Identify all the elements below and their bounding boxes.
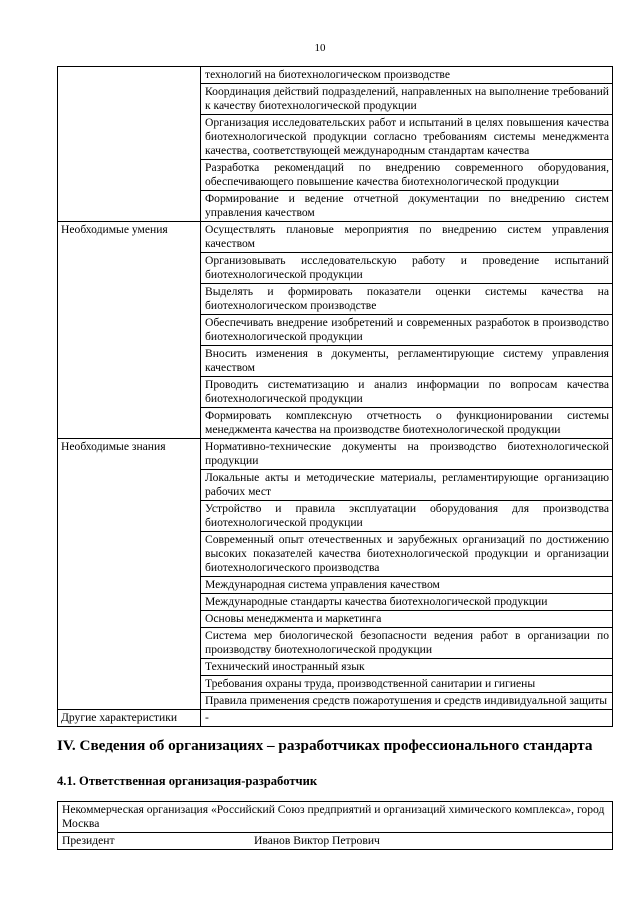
- requirement-item: Нормативно-технические документы на производство биотехнологической продукции: [201, 439, 613, 470]
- requirement-item: Выделять и формировать показатели оценки системы качества на биотехнологическом производстве: [201, 284, 613, 315]
- head-name: Иванов Виктор Петрович: [254, 834, 380, 847]
- requirement-item: Технический иностранный язык: [201, 659, 613, 676]
- requirement-item: Международные стандарты качества биотехнологической продукции: [201, 594, 613, 611]
- requirements-table: [57, 66, 613, 727]
- requirement-item: Требования охраны труда, производственной санитарии и гигиены: [201, 676, 613, 693]
- requirement-item: Современный опыт отечественных и зарубежных организаций по достижению высоких показателей качества биотехнологической продукции и организации биотехнологического производства: [201, 532, 613, 577]
- organization-table: [57, 801, 613, 850]
- head-position: Президент: [62, 834, 115, 847]
- requirement-item: Правила применения средств пожаротушения и средств индивидуальной защиты: [201, 693, 613, 710]
- requirement-item: Осуществлять плановые мероприятия по внедрению систем управления качеством: [201, 222, 613, 253]
- requirement-item: Организация исследовательских работ и испытаний в целях повышения качества биотехнологической продукции согласно требованиям системы менеджмента качества, соответствующей международным стандартам качества: [201, 115, 613, 160]
- requirements-table-body: [58, 67, 613, 727]
- requirements-row: [58, 439, 613, 470]
- organization-head-row: [58, 833, 613, 850]
- requirement-item: Формировать комплексную отчетность о функционировании системы менеджмента качества на производстве биотехнологической продукции: [201, 408, 613, 439]
- requirement-category-label: Необходимые знания: [58, 439, 201, 710]
- requirement-item: Организовывать исследовательскую работу и проведение испытаний биотехнологической продукции: [201, 253, 613, 284]
- requirement-item: Координация действий подразделений, направленных на выполнение требований к качеству биотехнологической продукции: [201, 84, 613, 115]
- requirement-item: Устройство и правила эксплуатации оборудования для производства биотехнологической продукции: [201, 501, 613, 532]
- requirement-item: Международная система управления качеством: [201, 577, 613, 594]
- organization-head-cell: [58, 833, 613, 850]
- requirements-row: [58, 710, 613, 727]
- page-number: 10: [314, 42, 326, 54]
- requirement-category-label: Необходимые умения: [58, 222, 201, 439]
- requirement-item: Разработка рекомендаций по внедрению современного оборудования, обеспечивающего повышение качества биотехнологической продукции: [201, 160, 613, 191]
- organization-head: [62, 834, 608, 848]
- requirements-row: [58, 67, 613, 84]
- requirement-category-label: Другие характеристики: [58, 710, 201, 727]
- requirement-item: Формирование и ведение отчетной документации по внедрению систем управления качеством: [201, 191, 613, 222]
- requirements-row: [58, 222, 613, 253]
- requirement-item: Основы менеджмента и маркетинга: [201, 611, 613, 628]
- requirement-item: -: [201, 710, 613, 727]
- section-heading: IV. Сведения об организациях – разработчиках профессионального стандарта: [57, 737, 593, 754]
- organization-name: Некоммерческая организация «Российский Союз предприятий и организаций химического комплекса», город Москва: [58, 802, 613, 833]
- requirement-item: Локальные акты и методические материалы, регламентирующие организацию рабочих мест: [201, 470, 613, 501]
- requirement-item: технологий на биотехнологическом производстве: [201, 67, 613, 84]
- subsection-heading: 4.1. Ответственная организация-разработчик: [57, 774, 318, 788]
- requirement-item: Обеспечивать внедрение изобретений и современных разработок в производство биотехнологической продукции: [201, 315, 613, 346]
- requirement-item: Вносить изменения в документы, регламентирующие систему управления качеством: [201, 346, 613, 377]
- requirement-item: Проводить систематизацию и анализ информации по вопросам качества биотехнологической продукции: [201, 377, 613, 408]
- organization-name-row: [58, 802, 613, 833]
- requirement-item: Система мер биологической безопасности ведения работ в организации по производству биотехнологической продукции: [201, 628, 613, 659]
- requirement-category-label: [58, 67, 201, 222]
